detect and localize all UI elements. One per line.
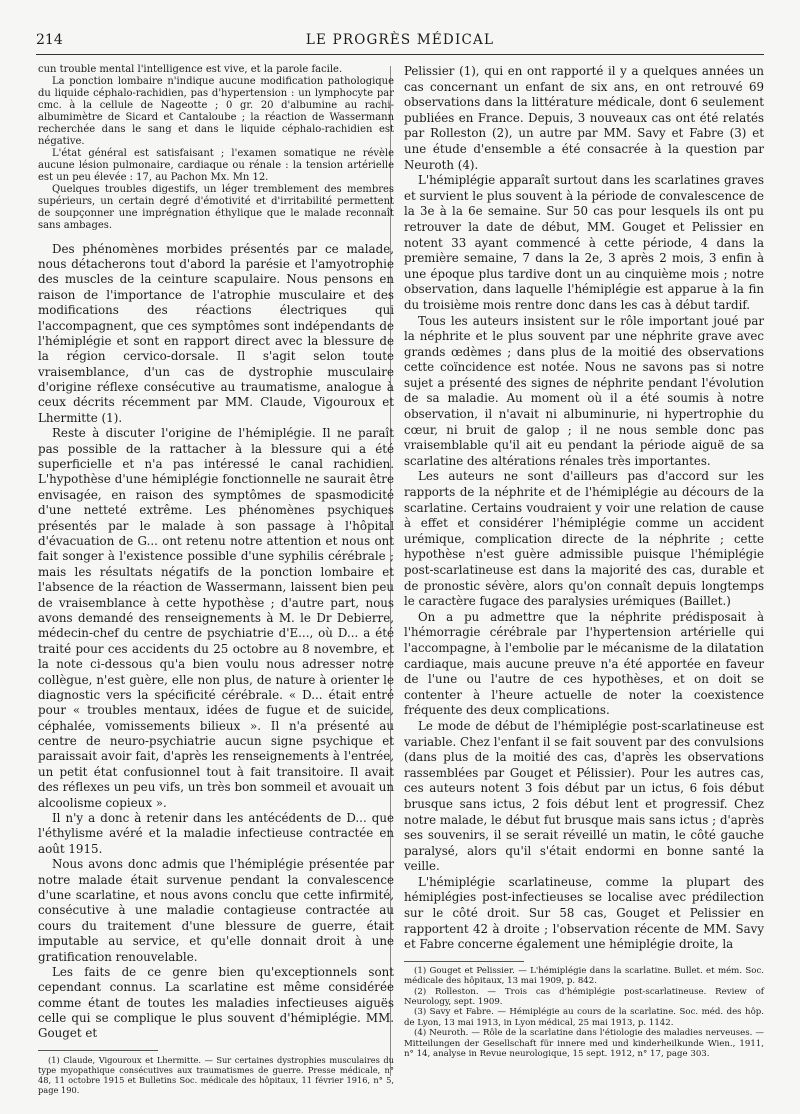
paragraph: Tous les auteurs insistent sur le rôle important joué par la néphrite et le plus souvent par une néphrite grave avec grands œdèmes ; dans plus de la moitié des observations cette coïncidence est notée. Nous ne savons pas si notre sujet a présenté des signes de néphrite pendant l'évolution de sa maladie. Au moment où il a été soumis à notre observation, il n'avait ni albuminurie, ni hypertrophie du cœur, ni bruit de galop ; il ne nous semble donc pas vraisemblable qu'il ait eu pendant la période aiguë de sa scarlatine des altérations rénales très importantes. (404, 313, 764, 468)
footnote-rule (38, 1050, 158, 1051)
page-header (36, 32, 764, 52)
paragraph: La ponction lombaire n'indique aucune modification pathologique du liquide céphalo-rachidien, pas d'hypertension : un lymphocyte par cmc. à la cellule de Nageotte ; 0 gr. 20 d'albumine au rachi-albumimètre de Sicard et Cantaloube ; la réaction de Wassermann recherchée dans le sang et dans le liquide céphalo-rachidien est négative. (38, 75, 394, 147)
paragraph: cun trouble mental l'intelligence est vive, et la parole facile. (38, 64, 343, 75)
paragraph: Il n'y a donc à retenir dans les antécédents de D... que l'éthylisme avéré et la maladie infectieuse contractée en août 1915. (38, 811, 394, 856)
case-report-block (38, 64, 394, 232)
page-number: 214 (36, 32, 63, 48)
paragraph: Nous avons donc admis que l'hémiplégie présentée par notre malade était survenue pendant la convalescence d'une scarlatine, et nous avons conclu que cette infirmité, consécutive à une maladie contagieuse contractée au cours du traitement d'une blessure de guerre, était imputable au service, et qu'elle donnait droit à une gratification renouvelable. (38, 857, 394, 964)
right-column (404, 64, 764, 1060)
paragraph: Reste à discuter l'origine de l'hémiplégie. Il ne paraît pas possible de la rattacher à la blessure qui a été superficielle et n'a pas intéressé le canal rachidien. L'hypothèse d'une hémiplégie fonctionnelle ne saurait être envisagée, en raison des symptômes de spasmodicité d'une netteté extrême. Les phénomènes psychiques présentés par le malade à son passage à l'hôpital d'évacuation de G... ont retenu notre attention et nous ont fait songer à l'existence possible d'une syphilis cérébrale ; mais les résultats négatifs de la ponction lombaire et l'absence de la réaction de Wassermann, laissent bien peu de vraisemblance à cette hypothèse ; d'autre part, nous avons demandé des renseignements à M. le Dr Debierre, médecin-chef du centre de psychiatrie d'E..., où D... a été traité pour ces accidents du 25 octobre au 8 novembre, et la note ci-dessous qu'a bien voulu nous adresser notre collègue, n'est guère, elle non plus, de nature à orienter le diagnostic vers la spécificité cérébrale. « D... était entré pour « troubles mentaux, idées de fugue et de suicide, céphalée, vomissements bilieux ». Il n'a présenté au centre de neuro-psychiatrie aucun signe psychique et paraissait avoir fait, d'après les renseignements à l'entrée, un petit état confusionnel tout à fait transitoire. Il avait des réflexes un peu vifs, un très bon sommeil et avouait un alcoolisme copieux ». (38, 426, 394, 810)
left-column (38, 64, 394, 1095)
paragraph: Pelissier (1), qui en ont rapporté il y a quelques années un cas concernant un enfant de six ans, en ont retrouvé 69 observations dans la littérature médicale, dont 6 seulement publiées en France. Depuis, 3 nouveaux cas ont été relatés par Rolleston (2), un autre par MM. Savy et Fabre (3) et une étude d'ensemble a été consacrée à la question par Neuroth (4). (404, 64, 764, 172)
paragraph: Le mode de début de l'hémiplégie post-scarlatineuse est variable. Chez l'enfant il se fait souvent par des convulsions (dans plus de la moitié des cas, d'après les observations rassemblées par Gouget et Pélissier). Pour les autres cas, ces auteurs notent 3 fois début par un ictus, 6 fois début brusque sans ictus, 2 fois début lent et progressif. Chez notre malade, le début fut brusque mais sans ictus ; d'après ses souvenirs, il se serait réveillé un matin, le côté gauche paralysé, alors qu'il s'était endormi en bonne santé la veille. (404, 718, 764, 874)
paragraph: Les faits de ce genre bien qu'exceptionnels sont cependant connus. La scarlatine est même considérée comme étant de toutes les maladies infectieuses aiguës celle qui se complique le plus souvent d'hémiplégie. MM. Gouget et (38, 964, 394, 1041)
footnote: (3) Savy et Fabre. — Hémiplégie au cours de la scarlatine. Soc. méd. des hôp. de Lyon, 13 mai 1913, in Lyon médical, 25 mai 1913, p. 1142. (404, 1007, 764, 1028)
paragraph: Quelques troubles digestifs, un léger tremblement des membres supérieurs, un certain degré d'émotivité et d'irritabilité permettent de soupçonner une imprégnation éthylique que le malade reconnaît sans ambages. (38, 183, 394, 231)
footnote: (1) Gouget et Pelissier. — L'hémiplégie dans la scarlatine. Bullet. et mém. Soc. médicale des hôpitaux, 13 mai 1909, p. 842. (404, 965, 764, 987)
paragraph: L'hémiplégie apparaît surtout dans les scarlatines graves et survient le plus souvent à la période de convalescence de la 3e à la 6e semaine. Sur 50 cas pour lesquels ils ont pu retrouver la date de début, MM. Gouget et Pelissier en notent 33 ayant commencé à cette période, 4 dans la première semaine, 7 dans la 2e, 3 après 2 mois, 3 enfin à une époque plus tardive dont un au cinquième mois ; notre observation, dans laquelle l'hémiplégie est apparue à la fin du troisième mois rentre donc dans les cas à début tardif. (404, 173, 764, 312)
footnote-rule (404, 961, 524, 962)
discussion-block (38, 242, 394, 1042)
paragraph: Les auteurs ne sont d'ailleurs pas d'accord sur les rapports de la néphrite et de l'hémiplégie au décours de la scarlatine. Certains voudraient y voir une relation de cause à effet et considérer l'hémiplégie comme un accident urémique, complication directe de la néphrite ; cette hypothèse n'est guère admissible puisque l'hémiplégie post-scarlatineuse est dans la majorité des cas, durable et de pronostic sévère, alors qu'on connaît depuis longtemps le caractère fugace des paralysies urémiques (Baillet.) (404, 469, 764, 609)
paragraph: On a pu admettre que la néphrite prédisposait à l'hémorragie cérébrale par l'hypertension artérielle qui l'accompagne, à l'embolie par le mécanisme de la dilatation cardiaque, mais aucune preuve n'a été apportée en faveur de l'une ou l'autre de ces hypothèses, et on doit se contenter à l'heure actuelle de noter la coexistence fréquente des deux complications. (404, 609, 764, 718)
paragraph: L'hémiplégie scarlatineuse, comme la plupart des hémiplégies post-infectieuses se localise avec prédilection sur le côté droit. Sur 58 cas, Gouget et Pelissier en rapportent 42 à droite ; l'observation récente de MM. Savy et Fabre concerne également une hémiplégie droite, la (404, 874, 764, 952)
header-rule (36, 54, 764, 55)
running-title: LE PROGRÈS MÉDICAL (305, 32, 495, 48)
paragraph: L'état général est satisfaisant ; l'examen somatique ne révèle aucune lésion pulmonaire, cardiaque ou rénale : la tension artérielle est un peu élevée : 17, au Pachon Mx. Mn 12. (38, 147, 394, 183)
footnote: (1) Claude, Vigouroux et Lhermitte. — Sur certaines dystrophies musculaires du type myopathique consécutives aux traumatismes de guerre. Presse médicale, n° 48, 11 octobre 1915 et Bulletins Soc. médicale des hôpitaux, 11 février 1916, n° 5, page 190. (38, 1054, 394, 1096)
footnote: (4) Neuroth. — Rôle de la scarlatine dans l'étiologie des maladies nerveuses. — Mitteilungen der Gesellschaft für innere med und kinderheilkunde Wien., 1911, n° 14, analyse in Revue neurologique, 15 sept. 1912, n° 17, page 303. (404, 1028, 764, 1060)
footnote: (2) Rolleston. — Trois cas d'hémiplégie post-scarlatineuse. Review of Neurology, sept. 1909. (404, 986, 764, 1008)
paragraph: Des phénomènes morbides présentés par ce malade, nous détacherons tout d'abord la parésie et l'amyotrophie des muscles de la ceinture scapulaire. Nous pensons en raison de l'importance de l'atrophie musculaire et des modifications des réactions électriques qui l'accompagnent, que ces symptômes sont indépendants de l'hémiplégie et sont en rapport direct avec la blessure de la région cervico-dorsale. Il s'agit selon toute vraisemblance, d'un cas de dystrophie musculaire d'origine réflexe consécutive au traumatisme, analogue à ceux décrits récemment par MM. Claude, Vigouroux et Lhermitte (1). (38, 241, 394, 425)
